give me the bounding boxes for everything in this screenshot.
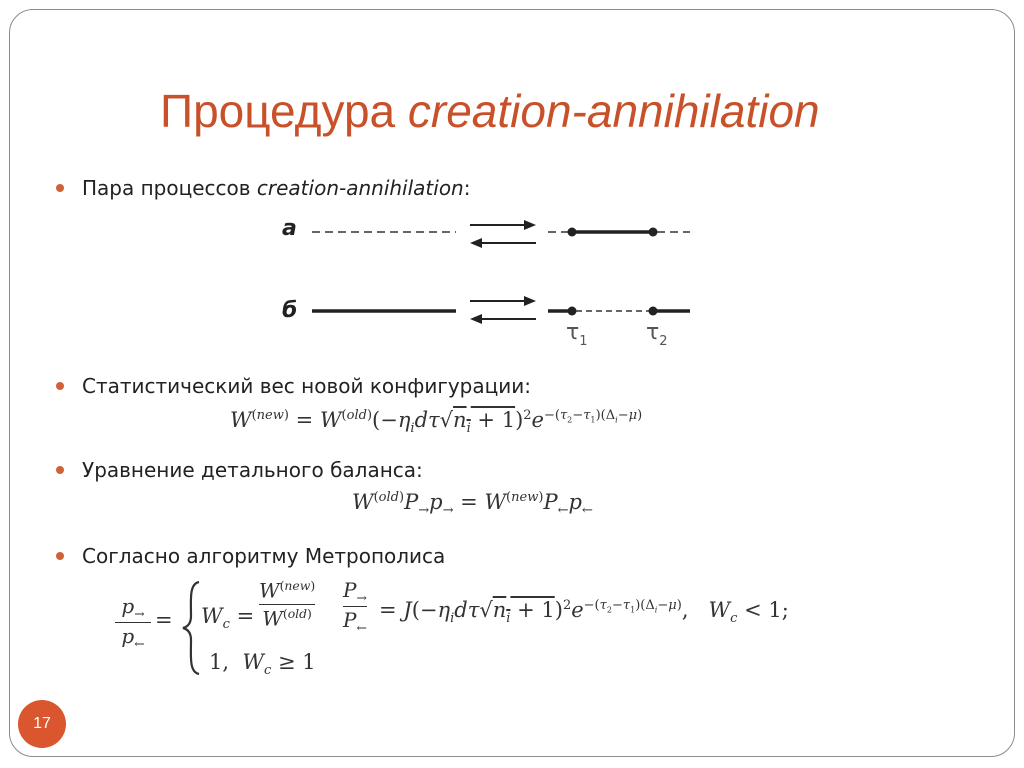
tau2-label: $\tau_2$ [646,320,668,349]
bullet-dot [56,184,64,192]
bullet-text: Согласно алгоритму Метрополиса [82,544,446,568]
page-number: 17 [18,700,66,748]
metropolis-case-two: 1, $W_c \ge 1$ [209,650,316,679]
fraction-w: $W^{(new)}$ $W^{(old)}$ [259,578,316,631]
metropolis-rhs: = $J(-\eta_id\tau√n_i + 1)^2e^{-(\tau_2-\tau_1)(\Delta_i-\mu)}$, $W_c < 1$; [379,598,789,627]
bullet-dot [56,552,64,560]
bullet-text [82,176,470,200]
formula-detailed-balance: $W^{(old)}P_\to p_\to = W^{(new)}P_\leftarrow p_\leftarrow$ [352,490,593,519]
bullet-text-suffix: : [463,176,471,200]
fraction-p: $p_\to$ $p_\leftarrow$ [115,594,151,651]
wc-label: $W_c$ = [201,604,255,633]
diagram-label-a: а [282,216,297,241]
formula-metropolis [115,578,895,682]
dot-a-2 [649,228,658,237]
equals-sign: = [155,608,173,632]
bullet-dot [56,382,64,390]
formula-statistical-weight: $W^{(new)} = W^{(old)}(-\eta_id\tau√n_i + 1)^2e^{-(\tau_2-\tau_1)(\Delta_i-\mu)}$ [230,408,643,437]
bullet-text: Уравнение детального баланса: [82,458,423,482]
brace [181,580,203,676]
diagram-label-b: б [282,298,298,323]
dot-b-tau1 [568,307,577,316]
bullet-text-plain: Пара процессов [82,176,257,200]
fraction-P: $P_\to$ $P_\leftarrow$ [343,578,367,635]
bullet-text: Статистический вес новой конфигурации: [82,374,531,398]
title-prefix: Процедура [160,85,408,137]
dot-a-1 [568,228,577,237]
slide-title [160,84,980,138]
arrows-a [470,220,536,248]
tau1-label: $\tau_1$ [566,320,588,349]
dot-b-tau2 [649,307,658,316]
bullet-text-italic: creation-annihilation [256,176,464,200]
process-diagram [270,205,710,355]
arrows-b [470,296,536,324]
bullet-dot [56,466,64,474]
title-italic: creation-annihilation [407,85,820,137]
